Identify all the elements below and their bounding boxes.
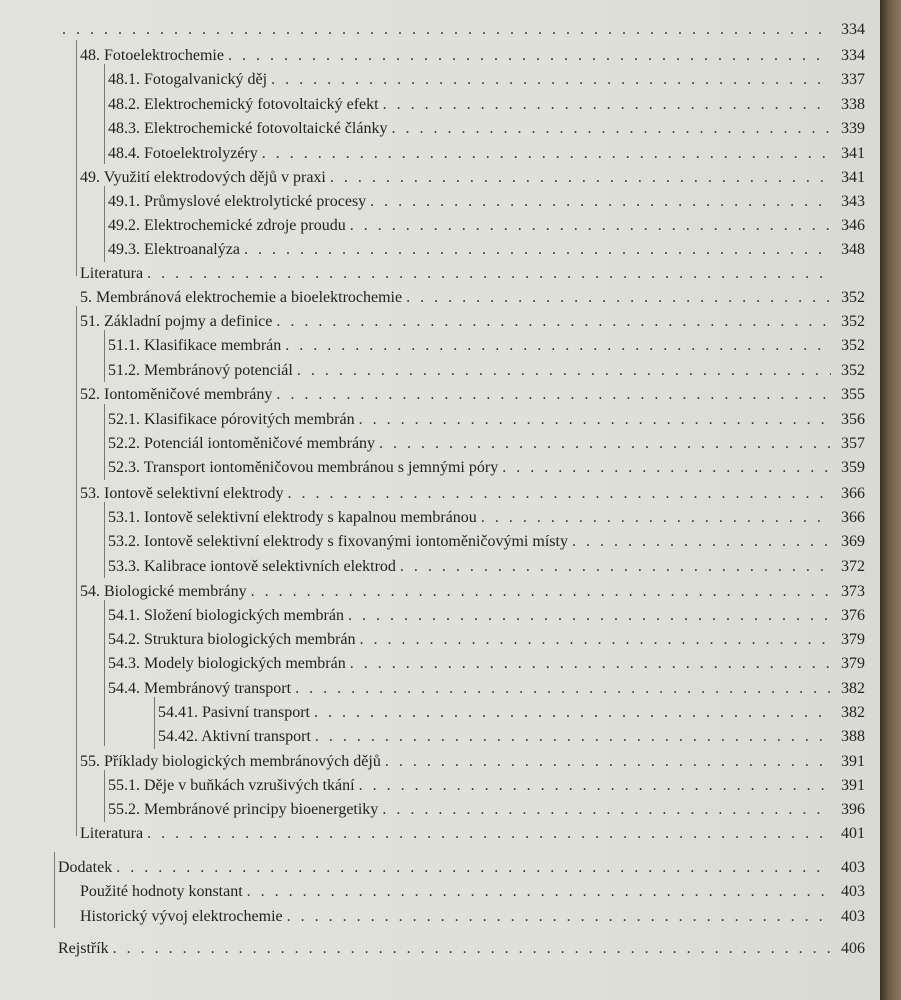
toc-entry-page: 373 (841, 583, 865, 600)
dot-leader (379, 432, 831, 456)
toc-entry-title: 52.3. Transport iontoměničovou membránou s jemnými póry (108, 459, 499, 476)
dot-leader (359, 774, 831, 798)
dot-leader (382, 798, 831, 822)
toc-entry (0, 652, 865, 676)
toc-entry-title: 48.2. Elektrochemický fotovoltaický efekt (108, 96, 379, 113)
toc-entry-page: 352 (841, 313, 865, 330)
toc-entry (0, 822, 865, 846)
toc-entry (0, 856, 865, 880)
dot-leader (502, 456, 831, 480)
toc-entry (0, 310, 865, 334)
toc-entry (0, 905, 865, 929)
hierarchy-rule (76, 306, 77, 836)
toc-entry (0, 214, 865, 238)
toc-entry-title: 49.1. Průmyslové elektrolytické procesy (108, 193, 367, 210)
dot-leader (350, 652, 831, 676)
toc-entry-page: 343 (841, 193, 865, 210)
dot-leader (62, 18, 831, 42)
toc-entry (0, 117, 865, 141)
toc-entry-page: 403 (841, 883, 865, 900)
toc-entry-page: 346 (841, 217, 865, 234)
toc-entry-page: 401 (841, 825, 865, 842)
toc-entry (0, 68, 865, 92)
toc-entry-page: 396 (841, 801, 865, 818)
hierarchy-rule (104, 64, 105, 164)
toc-entry (0, 628, 865, 652)
toc-entry-title: 55.1. Děje v buňkách vzrušivých tkání (108, 777, 355, 794)
dot-leader (330, 166, 831, 190)
toc-entry-page: 341 (841, 145, 865, 162)
toc-entry-title: Rejstřík (58, 940, 109, 957)
toc-entry (0, 383, 865, 407)
toc-entry (0, 725, 865, 749)
toc-entry (0, 604, 865, 628)
toc-entry-title: 53.3. Kalibrace iontově selektivních elektrod (108, 558, 396, 575)
toc-entry-title: 54.3. Modely biologických membrán (108, 655, 346, 672)
toc-entry (0, 530, 865, 554)
dot-leader (287, 905, 831, 929)
toc-entry-title: 48.4. Fotoelektrolyzéry (108, 145, 258, 162)
dot-leader (147, 822, 831, 846)
toc-entry-title: 54.1. Složení biologických membrán (108, 607, 344, 624)
toc-entry-page: 341 (841, 169, 865, 186)
toc-entry (0, 456, 865, 480)
hierarchy-rule (104, 330, 105, 382)
toc-entry-page: 382 (841, 704, 865, 721)
dot-leader (276, 383, 831, 407)
toc-entry-title: 51. Základní pojmy a definice (80, 313, 273, 330)
toc-entry-page: 372 (841, 558, 865, 575)
toc-entry-page: 352 (841, 337, 865, 354)
hierarchy-rule (54, 852, 55, 928)
toc-entry-page: 376 (841, 607, 865, 624)
hierarchy-rule (104, 186, 105, 262)
toc-entry-title: 52.2. Potenciál iontoměničové membrány (108, 435, 376, 452)
toc-entry-page: 369 (841, 533, 865, 550)
hierarchy-rule (104, 770, 105, 822)
toc-entry-page: 352 (841, 289, 865, 306)
toc-entry (0, 555, 865, 579)
toc-entry-title: 53. Iontově selektivní elektrody (80, 485, 284, 502)
hierarchy-rule (104, 404, 105, 480)
dot-leader (360, 628, 831, 652)
dot-leader (271, 68, 831, 92)
toc-entry-page: 403 (841, 908, 865, 925)
toc-entry-title: 53.2. Iontově selektivní elektrody s fixovanými iontoměničovými místy (108, 533, 568, 550)
toc-entry-title: 5. Membránová elektrochemie a bioelektrochemie (80, 289, 403, 306)
toc-entry-title: Historický vývoj elektrochemie (80, 908, 283, 925)
toc-entry-page: 382 (841, 680, 865, 697)
toc-entry-title: 55. Příklady biologických membránových dějů (80, 753, 381, 770)
toc-entry-title: 48.3. Elektrochemické fotovoltaické články (108, 120, 388, 137)
toc-entry-page: 334 (841, 47, 865, 64)
toc-entry-page: 352 (841, 362, 865, 379)
toc-entry-title: 55.2. Membránové principy bioenergetiky (108, 801, 379, 818)
dot-leader (359, 408, 831, 432)
toc-entry (0, 238, 865, 262)
toc-entry (0, 774, 865, 798)
hierarchy-rule (154, 697, 155, 749)
dot-leader (400, 555, 831, 579)
dot-leader (348, 604, 831, 628)
toc-entry-title: 49.2. Elektrochemické zdroje proudu (108, 217, 346, 234)
toc-entry (0, 166, 865, 190)
toc-entry-title: Literatura (80, 265, 144, 282)
dot-leader (247, 880, 831, 904)
toc-entry (0, 334, 865, 358)
dot-leader (228, 44, 831, 68)
toc-entry (0, 18, 865, 42)
toc-entry (0, 798, 865, 822)
toc-entry (0, 262, 865, 286)
toc-entry-title: 48. Fotoelektrochemie (80, 47, 224, 64)
toc-entry-page: 379 (841, 631, 865, 648)
toc-entry-page: 366 (841, 509, 865, 526)
dot-leader (315, 725, 831, 749)
toc-entry-title: 49. Využití elektrodových dějů v praxi (80, 169, 326, 186)
dot-leader (251, 580, 831, 604)
dot-leader (350, 214, 831, 238)
toc-entry-page: 391 (841, 753, 865, 770)
dot-leader (572, 530, 831, 554)
toc-entry (0, 432, 865, 456)
dot-leader (370, 190, 831, 214)
toc-entry (0, 701, 865, 725)
toc-entry-page: 338 (841, 96, 865, 113)
hierarchy-rule (104, 502, 105, 578)
toc-entry-page: 337 (841, 71, 865, 88)
toc-entry-title: 53.1. Iontově selektivní elektrody s kapalnou membránou (108, 509, 477, 526)
toc-entry-page: 348 (841, 241, 865, 258)
toc-entry-title: 54.42. Aktivní transport (158, 728, 311, 745)
toc-entry-title: 49.3. Elektroanalýza (108, 241, 240, 258)
toc-entry (0, 580, 865, 604)
toc-entry (0, 359, 865, 383)
dot-leader (113, 937, 831, 961)
toc-entry-page: 357 (841, 435, 865, 452)
dot-leader (147, 262, 831, 286)
toc-entry (0, 190, 865, 214)
toc-entry-title: 52.1. Klasifikace pórovitých membrán (108, 411, 355, 428)
dot-leader (244, 238, 831, 262)
toc-entry-title: 52. Iontoměničové membrány (80, 386, 273, 403)
toc-entry-title: 54. Biologické membrány (80, 583, 247, 600)
dot-leader (288, 482, 831, 506)
toc-entry-page: 359 (841, 459, 865, 476)
toc-entry-title: Literatura (80, 825, 144, 842)
toc-entry (0, 880, 865, 904)
toc-entry-title: 51.1. Klasifikace membrán (108, 337, 282, 354)
toc-entry-page: 388 (841, 728, 865, 745)
toc-entry (0, 750, 865, 774)
dot-leader (481, 506, 831, 530)
hierarchy-rule (76, 40, 77, 276)
toc-entry-page: 355 (841, 386, 865, 403)
toc-entry-title: 54.41. Pasivní transport (158, 704, 310, 721)
toc-entry (0, 408, 865, 432)
toc-entry-title: 51.2. Membránový potenciál (108, 362, 293, 379)
toc-entry-page: 339 (841, 120, 865, 137)
dot-leader (116, 856, 831, 880)
toc-entry-title: 54.4. Membránový transport (108, 680, 292, 697)
toc-entry (0, 506, 865, 530)
dot-leader (391, 117, 831, 141)
toc-entry (0, 93, 865, 117)
dot-leader (276, 310, 831, 334)
dot-leader (314, 701, 831, 725)
toc-entry (0, 677, 865, 701)
toc-entry (0, 142, 865, 166)
toc-entry-title: 54.2. Struktura biologických membrán (108, 631, 356, 648)
toc-entry (0, 44, 865, 68)
dot-leader (385, 750, 831, 774)
dot-leader (406, 286, 831, 310)
toc-entry-page: 379 (841, 655, 865, 672)
toc-entry-page: 356 (841, 411, 865, 428)
toc-entry-title: 48.1. Fotogalvanický děj (108, 71, 268, 88)
toc-entry-title: Použité hodnoty konstant (80, 883, 243, 900)
dot-leader (285, 334, 831, 358)
dot-leader (383, 93, 831, 117)
page-edge (880, 0, 901, 1000)
dot-leader (297, 359, 831, 383)
toc-entry-page: 391 (841, 777, 865, 794)
toc-entry (0, 482, 865, 506)
toc-entry-title: Dodatek (58, 859, 113, 876)
toc-entry-page: 334 (841, 21, 865, 38)
hierarchy-rule (104, 600, 105, 746)
toc-entry (0, 937, 865, 961)
dot-leader (295, 677, 831, 701)
toc-entry-page: 406 (841, 940, 865, 957)
toc-entry (0, 286, 865, 310)
toc-entry-page: 366 (841, 485, 865, 502)
dot-leader (262, 142, 831, 166)
toc-entry-page: 403 (841, 859, 865, 876)
